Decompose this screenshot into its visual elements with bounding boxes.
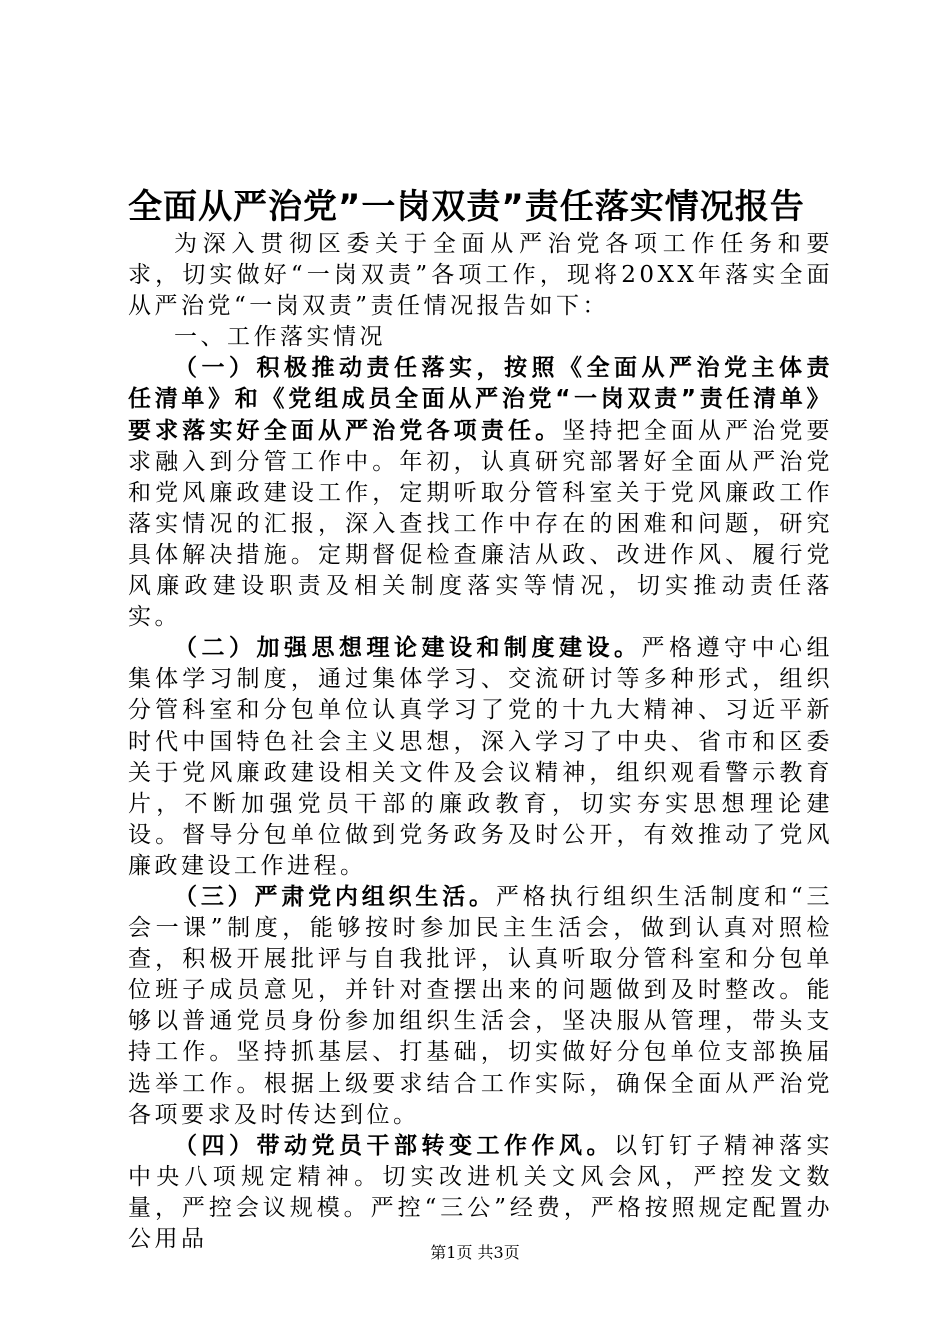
item-body-2: 严格遵守中心组集体学习制度，通过集体学习、交流研讨等多种形式，组织分管科室和分包单位认真学习了党的十九大精神、习近平新时代中国特色社会主义思想，深入学习了中央、省市和区委关于党风廉政建设相关文件及会议精神，组织观看警示教育片，不断加强党员干部的廉政教育，切实夯实思想理论建设。督导分包单位做到党务政务及时公开，有效推动了党风廉政建设工作进程。 <box>128 635 833 879</box>
item-body-1: 坚持把全面从严治党要求融入到分管工作中。年初，认真研究部署好全面从严治党和党风廉政建设工作，定期听取分管科室关于党风廉政工作落实情况的汇报，深入查找工作中存在的困难和问题，研究具体解决措施。定期督促检查廉洁从政、改进作风、履行党风廉政建设职责及相关制度落实等情况，切实推动责任落实。 <box>128 417 834 631</box>
section-heading: 一、工作落实情况 <box>174 324 386 351</box>
item-lead-3: （三）严肃党内组织生活。 <box>174 883 496 910</box>
item-lead-4: （四）带动党员干部转变工作作风。 <box>174 1132 614 1159</box>
page-footer: 第1页 共3页 <box>430 1243 520 1262</box>
item-body-3: 严格执行组织生活制度和“三会一课”制度，能够按时参加民主生活会，做到认真对照检查，积极开展批评与自我批评，认真听取分管科室和分包单位班子成员意见，并针对查摆出来的问题做到及时整改。能够以普通党员身份参加组织生活会，坚决服从管理，带头支持工作。坚持抓基层、打基础，切实做好分包单位支部换届选举工作。根据上级要求结合工作实际，确保全面从严治党各项要求及时传达到位。 <box>128 883 834 1128</box>
item-paragraph-1 <box>128 353 833 633</box>
item-paragraph-4 <box>128 1131 833 1255</box>
document-body <box>128 229 833 1255</box>
item-body-4: 以钉钉子精神落实中央八项规定精神。切实改进机关文风会风，严控发文数量，严控会议规模。严控“三公”经费，严格按照规定配置办公用品 <box>128 1132 833 1252</box>
item-paragraph-2 <box>128 633 833 882</box>
document-title: 全面从严治党”一岗双责”责任落实情况报告 <box>128 187 805 227</box>
intro-paragraph: 为深入贯彻区委关于全面从严治党各项工作任务和要求，切实做好“一岗双责”各项工作，现将20XX年落实全面从严治党“一岗双责”责任情况报告如下： <box>128 231 833 320</box>
item-lead-1: （一）积极推动责任落实，按照《全面从严治党主体责任清单》和《党组成员全面从严治党“一岗双责”责任清单》要求落实好全面从严治党各项责任。 <box>128 355 833 444</box>
item-paragraph-3 <box>128 882 833 1131</box>
item-lead-2: （二）加强思想理论建设和制度建设。 <box>174 635 642 662</box>
